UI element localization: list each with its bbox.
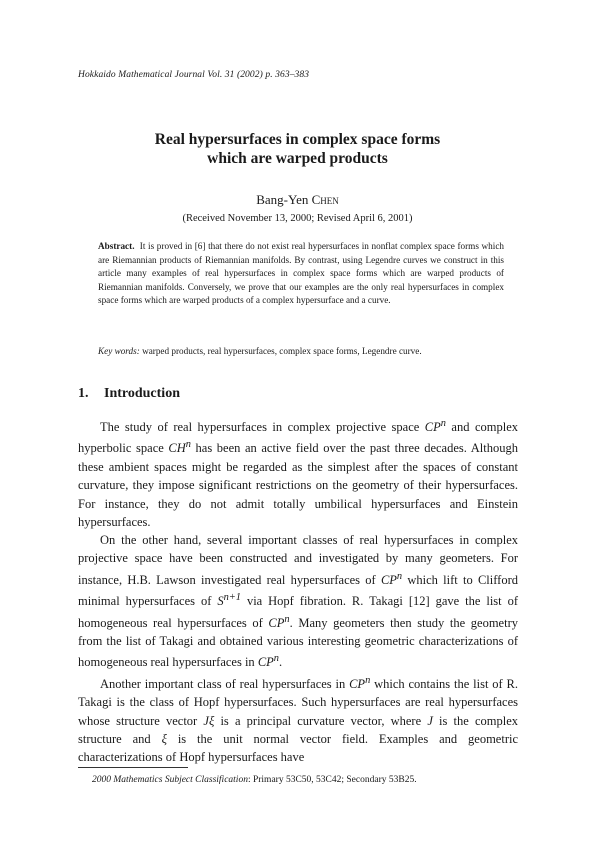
- footnote-divider: [78, 767, 188, 768]
- paragraph-2: On the other hand, several important classes of real hypersurfaces in complex projective space have been constructed and investigated by many geometers. For instance, H.B. Lawson investigated real hypersurfaces of $CP^n$ which lift to Clifford minimal hypersurfaces of $S^{n+1}$ via Hopf fibration. R. Takagi [12] gave the list of homogeneous real hypersurfaces of $CP^n$. Many geometers then study the geometry from the list of Takagi and obtained various interesting geometric characterizations of homogeneous real hypersurfaces in $CP^n$.: [78, 533, 518, 670]
- keywords-text: warped products, real hypersurfaces, complex space forms, Legendre curve.: [142, 346, 422, 356]
- footnote-text: : Primary 53C50, 53C42; Secondary 53B25.: [247, 775, 417, 785]
- abstract-label: Abstract.: [98, 241, 135, 251]
- body-text: [78, 415, 518, 766]
- paper-title: [0, 130, 595, 168]
- author-first-name: Bang-Yen: [256, 192, 309, 207]
- author-last-name: Chen: [311, 192, 339, 207]
- abstract: [98, 240, 504, 308]
- section-title: Introduction: [104, 386, 180, 401]
- journal-header: Hokkaido Mathematical Journal Vol. 31 (2002) p. 363–383: [78, 70, 310, 80]
- abstract-text: It is proved in [6] that there do not exist real hypersurfaces in nonflat complex space forms which are Riemannian products of Riemannian manifolds. By contrast, using Legendre curves we construct in this article many examples of real hypersurfaces in complex space forms which are warped products of Riemannian manifolds. Conversely, we prove that our examples are the only real hypersurfaces in complex space forms which are warped products of a complex hypersurface and a curve.: [98, 241, 504, 306]
- paragraph-1: The study of real hypersurfaces in complex projective space $CP^n$ and complex hyperbolic space $CH^n$ has been an active field over the past three decades. Although these ambient spaces might be regarded as the simplest after the spaces of constant curvature, they impose significant restrictions on the geometry of their hypersurfaces. For instance, they do not admit totally umbilical hypersurfaces and Einstein hypersurfaces.: [78, 418, 518, 529]
- footnote-label: 2000 Mathematics Subject Classification: [92, 775, 248, 785]
- section-number: 1.: [78, 386, 89, 401]
- paragraph-3: Another important class of real hypersurfaces in $CP^n$ which contains the list of R. Takagi is the class of Hopf hypersurfaces. Such hypersurfaces are real hypersurfaces whose structure vector Jξ is a principal curvature vector, where J is the complex structure and ξ is the unit normal vector field. Examples and geometric characterizations of Hopf hypersurfaces have: [78, 674, 519, 765]
- received-dates: (Received November 13, 2000; Revised April 6, 2001): [182, 213, 413, 224]
- keywords: [98, 345, 518, 358]
- keywords-label: Key words:: [98, 346, 140, 356]
- section-heading: [78, 386, 180, 402]
- title-line-2: which are warped products: [207, 150, 388, 167]
- author-name: [0, 192, 595, 208]
- footnote: [92, 775, 417, 785]
- title-line-1: Real hypersurfaces in complex space forms: [154, 131, 441, 148]
